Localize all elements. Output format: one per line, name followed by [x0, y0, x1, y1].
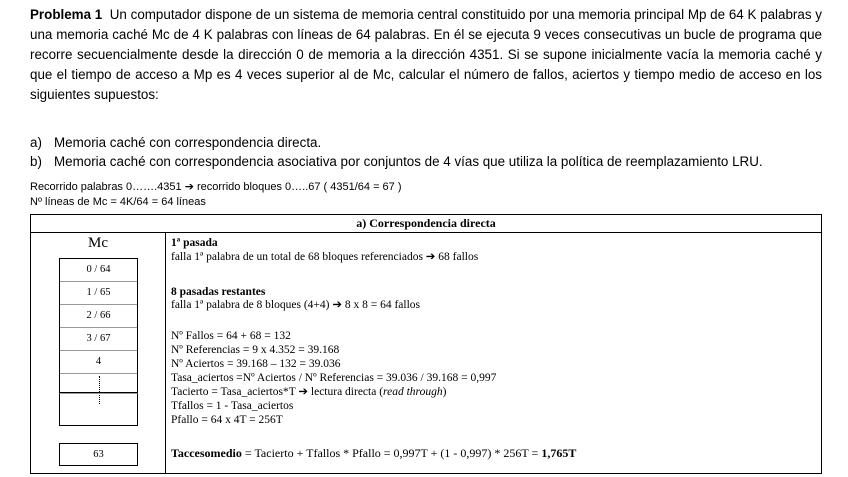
note-lineas: Nº líneas de Mc = 4K/64 = 64 líneas: [30, 196, 206, 208]
mc-title: Mc: [88, 235, 108, 251]
tasa-line: Tasa_aciertos =Nº Aciertos / Nº Referencias = 39.036 / 39.168 = 0,997: [171, 372, 497, 384]
item-b-label: b): [30, 154, 42, 169]
pass1-title: 1ª pasada: [171, 237, 218, 249]
item-b: [30, 153, 763, 171]
fallos-line: Nº Fallos = 64 + 68 = 132: [171, 330, 291, 342]
tacierto-post: ): [442, 386, 447, 398]
tmedio-result: 1,765T: [541, 446, 577, 460]
problem-title: Problema 1: [30, 7, 103, 22]
table-header: a) Correspondencia directa: [31, 215, 821, 233]
mc-line: 2 / 66: [60, 305, 137, 328]
tacierto-line: [171, 386, 446, 399]
tmedio-expr: = Tacierto + Tfallos * Pfallo = 0,997T + (1 - 0,997) * 256T =: [241, 446, 542, 460]
item-a-label: a): [30, 135, 42, 150]
mc-line-last: 63: [59, 443, 138, 466]
mc-lines-box: [59, 258, 138, 393]
pass8-title: 8 pasadas restantes: [171, 286, 266, 298]
mc-line: 1 / 65: [60, 282, 137, 305]
referencias-line: Nº Referencias = 9 x 4.352 = 39.168: [171, 344, 340, 356]
pass8-text: falla 1ª palabra de 8 bloques (4+4) ➔ 8 x 8 = 64 fallos: [171, 299, 421, 311]
column-divider: [165, 233, 166, 473]
item-a: [30, 134, 321, 152]
problem-text: Un computador dispone de un sistema de memoria central constituido por una memoria principal Mp de 64 K palabras y una memoria caché Mc de 4 K palabras con líneas de 64 palabras. En él se ejecuta 9 veces consecutivas un bucle de programa que recorre secuencialmente desde la dirección 0 de memoria a la dirección 4351. Si se supone inicialmente vacía la memoria caché y que el tiempo de acceso a Mp es 4 veces superior al de Mc, calcular el número de fallos, aciertos y tiempo medio de acceso en los siguientes supuestos:: [30, 7, 822, 102]
note-recorrido: Recorrido palabras 0…….4351 ➔ recorrido bloques 0…..67 ( 4351/64 = 67 ): [30, 181, 402, 193]
tacierto-italic: read through: [383, 386, 443, 398]
tmedio-line: [171, 447, 576, 460]
solution-table: [30, 214, 822, 474]
pfallo-line: Pfallo = 64 x 4T = 256T: [171, 414, 283, 426]
problem-statement: [30, 5, 822, 105]
tfallos-line: Tfallos = 1 - Tasa_aciertos: [171, 400, 294, 412]
item-b-text: Memoria caché con correspondencia asociativa por conjuntos de 4 vías que utiliza la política de reemplazamiento LRU.: [54, 154, 763, 169]
mc-line: 0 / 64: [60, 259, 137, 282]
aciertos-line: Nº Aciertos = 39.168 – 132 = 39.036: [171, 358, 341, 370]
item-a-text: Memoria caché con correspondencia directa.: [54, 135, 322, 150]
mc-line: 4: [60, 351, 137, 374]
pass1-text: falla 1ª palabra de un total de 68 bloques referenciados ➔ 68 fallos: [171, 251, 479, 263]
mc-line: 3 / 67: [60, 328, 137, 351]
tmedio-label: Taccesomedio: [171, 446, 242, 460]
mc-lines-box-middle: [59, 393, 138, 426]
tacierto-pre: Tacierto = Tasa_aciertos*T ➔ lectura directa (: [171, 386, 384, 398]
